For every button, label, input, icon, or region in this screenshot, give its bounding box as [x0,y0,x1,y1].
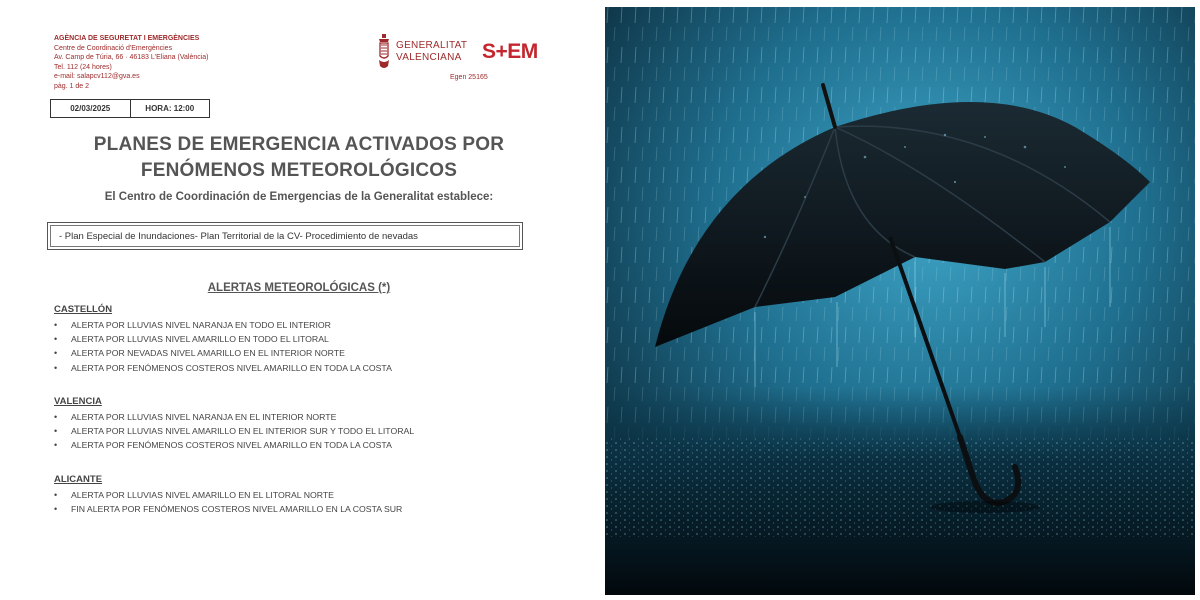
region-alicante [54,474,402,516]
subtitle: El Centro de Coordinación de Emergencias de la Generalitat establece: [104,191,494,203]
alert-list [54,318,392,375]
bulletin-date: 02/03/2025 [70,104,111,113]
agency-centre: Centre de Coordinació d'Emergències [54,44,173,52]
alert-item: • ALERTA POR LLUVIAS NIVEL AMARILLO EN EL INTERIOR SUR Y TODO EL LITORAL [54,424,414,438]
generalitat-emblem-icon [376,34,392,70]
activated-plans-text: - Plan Especial de Inundaciones- Plan Territorial de la CV- Procedimiento de nevadas [50,225,520,247]
alert-item: • ALERTA POR FENÓMENOS COSTEROS NIVEL AMARILLO EN TODA LA COSTA [54,361,392,375]
sem-logo: S+EM [482,40,538,63]
umbrella-rain-photo [605,7,1195,595]
page-number: pàg. 1 de 2 [54,82,90,90]
title-line2: FENÓMENOS METEOROLÓGICOS [140,160,458,181]
agency-phone: Tel. 112 (24 hores) [54,63,112,71]
date-time-box [50,99,210,118]
agency-email: e-mail: salapcv112@gva.es [54,73,140,81]
region-name: VALENCIA [54,396,102,407]
generalitat-line1: GENERALITAT [396,40,468,51]
alert-item: • ALERTA POR LLUVIAS NIVEL NARANJA EN EL INTERIOR NORTE [54,410,414,424]
alert-item: • ALERTA POR LLUVIAS NIVEL NARANJA EN TODO EL INTERIOR [54,318,392,332]
alert-item: • ALERTA POR LLUVIAS NIVEL AMARILLO EN TODO EL LITORAL [54,332,392,346]
alert-list [54,410,414,453]
bulletin-time: HORA: 12:00 [130,100,210,117]
region-castellon [54,304,392,375]
umbrella-rain-illustration [605,7,1195,595]
region-name: ALICANTE [54,474,103,485]
alert-item: • FIN ALERTA POR FENÓMENOS COSTEROS NIVEL AMARILLO EN LA COSTA SUR [54,502,402,516]
generalitat-logo [376,34,476,70]
agency-name: AGÈNCIA DE SEGURETAT I EMERGÈNCIES [54,35,200,42]
egen-code: Egen 25165 [450,74,488,81]
agency-header [54,34,209,92]
page-title [60,132,538,184]
alert-list [54,488,402,516]
generalitat-line2: VALENCIANA [396,52,462,63]
alerts-heading: ALERTAS METEOROLÓGICAS (*) [207,282,391,294]
alert-item: • ALERTA POR NEVADAS NIVEL AMARILLO EN EL INTERIOR NORTE [54,346,392,360]
agency-address: Av. Camp de Túria, 66 · 46183 L'Eliana (València) [54,54,209,62]
alert-item: • ALERTA POR FENÓMENOS COSTEROS NIVEL AMARILLO EN TODA LA COSTA [54,438,414,452]
alert-item: • ALERTA POR LLUVIAS NIVEL AMARILLO EN EL LITORAL NORTE [54,488,402,502]
region-valencia [54,396,414,453]
activated-plans-box [47,222,523,250]
title-line1: PLANES DE EMERGENCIA ACTIVADOS POR [93,134,505,155]
region-name: CASTELLÓN [54,304,113,315]
